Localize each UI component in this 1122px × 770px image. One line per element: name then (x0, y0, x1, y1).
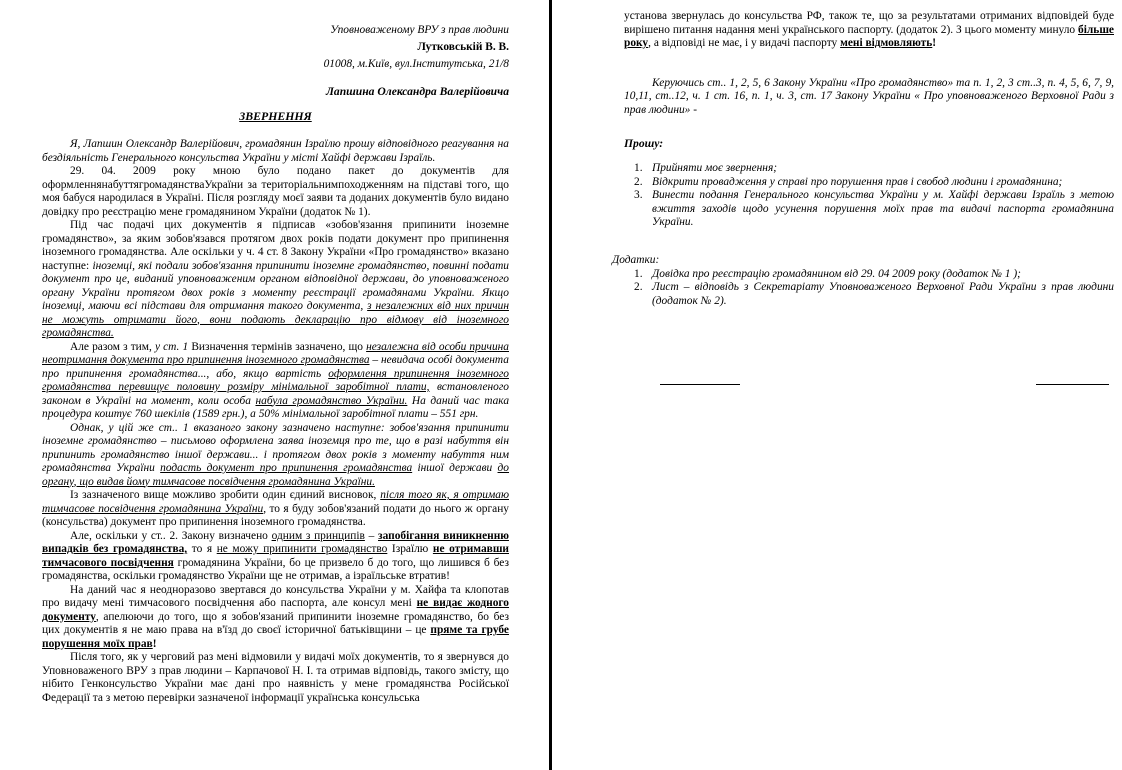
list-text: Прийняти моє звернення; (652, 162, 778, 174)
p8-bold-2: пряме та грубе порушення моїх прав (42, 624, 509, 650)
paragraph-3 (42, 219, 509, 341)
p3-quote-underlined: з незалежних від них причин не можуть отримати його, вони подають (42, 300, 509, 326)
p7-bold-2: не отримавши тимчасового посвідчення (42, 543, 509, 569)
p7-text-4: громадянина України, бо це призвело б до того, що лишився б без громадянства, оскільки громадянство України ще не отримав, а ізраїльське втратив! (42, 556, 509, 582)
list-item (624, 281, 1114, 308)
paragraph-6 (42, 489, 509, 530)
paragraph-7 (42, 530, 509, 584)
right-page (552, 0, 1122, 770)
date-line (660, 384, 740, 385)
document-title: ЗВЕРНЕННЯ (239, 109, 312, 123)
paragraph-1: Я, Лапшин Олександр Валерійович, громадянин Ізраїлю прошу відповідного реагування на бездіяльність Генерального консульства України у місті Хайфі держави Ізраїль. (42, 138, 509, 164)
p7-principle: одним з принципів (271, 529, 365, 542)
p7-text-3: Ізраїлю (387, 543, 433, 555)
p7-dash: – (364, 529, 379, 542)
p4-cost: На даний час така процедура коштує 760 шекілів (1589 грн.), а 50% мінімальної заробітної плати – 551 грн. (42, 394, 510, 420)
p4-quote-2: встановленого законом в Україні на момент, коли особа (42, 381, 509, 407)
list-item (624, 268, 1114, 282)
cont-exclaim: ! (932, 37, 937, 49)
list-number: 1. (634, 162, 643, 174)
p3-text: Під час подачі цих документів я підписав «зобов'язання припинити іноземне громадянство», за яким зобов'язався протягом двох років подати документ про припинення іноземного громадянства. Але оскільки у ч. 4 ст. 8 Закону України «Про громадянство» вказано наступне: (42, 219, 509, 272)
p4-quote: – невидача особі документа про припинення громадянства..., або, якщо вартість (42, 354, 509, 380)
p3-quote-end: декларацію про відмову від іноземного громадянства. (42, 313, 509, 339)
paragraph-8 (42, 584, 509, 652)
list-item (624, 162, 1114, 176)
sender-name: Лапшина Олександра Валерійовича (325, 85, 509, 98)
list-number: 3. (634, 189, 643, 201)
paragraph-continued (624, 10, 1114, 51)
request-title: Прошу: (624, 137, 664, 150)
paragraph-2: 29. 04. 2009 року мною було подано пакет до документів для оформленнянабуттягромадянстваУкраїни за територіальнимпоходженням на підставі того, що моя бабуся народилася в Україні. Після розгляду моєї заяви та доданих документів було видано довідку про реєстрацію мене громадянином України (додаток № 1). (42, 165, 509, 218)
p5-underlined-2: до органу, що видав йому тимчасове посвідчення громадянина України. (42, 462, 509, 488)
p8-text: На даний час я неодноразово звертався до консульства України у м. Хайфа та клопотав про видачу мені тимчасового посвідчення або паспорта, але консул мені (42, 583, 509, 609)
p7-bold: запобігання виникненню випадків без громадянства, (42, 529, 509, 555)
recipient-block (42, 22, 509, 73)
list-number: 2. (634, 281, 643, 293)
p6-underlined: після того як, я отримаю тимчасове посвідчення громадянина України (42, 489, 509, 515)
cont-bold-2: мені відмовляють (840, 37, 933, 49)
p4-text-2: Визначення термінів зазначено, що (188, 340, 367, 353)
recipient-name: Лутковській В. В. (417, 41, 509, 53)
p8-text-2: , апелюючи до того, що я зобов'язаний припинити іноземне громадянство, бо без цих документів я не маю права на в'їзд до своєї історичної батьківщини – це (42, 610, 509, 636)
left-page (0, 0, 549, 770)
attachments-list (624, 268, 1114, 309)
paragraph-4 (42, 341, 509, 422)
p6-text: Із зазначеного вище можливо зробити один єдиний висновок, (70, 489, 381, 501)
list-text: Лист – відповідь з Секретаріату Уповноваженого Верховної Ради України з прав людини (додаток № 2). (652, 281, 1114, 307)
list-number: 2. (634, 175, 643, 188)
recipient-address: 01008, м.Київ, вул.Інститутська, 21/8 (323, 58, 509, 70)
list-text: Довідка про реєстрацію громадянином від 29. 04 2009 року (додаток № 1 ); (652, 267, 1021, 280)
p4-article: у ст. 1 (154, 340, 189, 353)
p4-text: Але разом з тим, (70, 340, 155, 353)
list-item (624, 176, 1114, 190)
cont-bold: більше року (624, 23, 1114, 49)
attachments-title: Додатки: (612, 253, 660, 266)
request-list (624, 162, 1114, 230)
list-text: Винести подання Генерального консульства України у м. Хайфі держави Ізраїль з метою вжиття заходів щодо усунення порушення моїх прав та видачі паспорта громадянина України. (652, 189, 1114, 228)
left-page-content (0, 0, 549, 705)
p8-bold: не видає жодного документу (42, 597, 510, 623)
p5-text-2: іншої держави (412, 462, 498, 474)
list-number: 1. (634, 267, 643, 280)
cont-text-2: , а відповіді не має, і у видачі паспорту (648, 37, 841, 49)
list-text: Відкрити провадження у справі про порушення прав і свобод людини і громадянина; (652, 175, 1063, 188)
p7-text-2: то я (187, 543, 217, 555)
p5-text: Однак, у цій же ст.. 1 вказаного закону зазначено наступне: зобов'язання припинити іноземне громадянство – письмово оформлена заява іноземця про те, що в разі набуття він припинить громадянство іншої держави... і протягом двох років з моменту набуття ним громадянства України (42, 421, 509, 474)
p8-exclaim: ! (152, 637, 157, 650)
right-page-content (552, 0, 1122, 308)
p4-citizenship: набула громадянство України. (255, 394, 408, 407)
p6-text-2: , то я буду зобов'язаний подати до нього ж органу (консульства) документ про припинення іноземного громадянства. (42, 502, 509, 528)
paragraph-5 (42, 422, 509, 490)
paragraph-9: Після того, як у черговий раз мені відмовили у видачі моїх документів, то я звернувся до Уповноваженого ВРУ з прав людини – Карпачової Н. І. та отримав відповідь, такого змісту, що нібито Генконсульство України має дані про наявність у мене громадянства Російської Федерації та з метою перевірки зазначеної інформації українська консульська (42, 651, 509, 704)
p4-cost-clause: оформлення припинення іноземного громадянства перевищує половину розміру мінімальної заробітної плати, (42, 367, 509, 393)
list-item (624, 189, 1114, 230)
cont-text: установа звернулась до консульства РФ, також те, що за результатами отриманих відповідей буде вирішено питання надання мені українського паспорту. (додаток 2). З цього моменту минуло (624, 10, 1114, 36)
p3-quote: іноземці, які подали зобов'язання припинити іноземне громадянство, повинні подати документ про це, виданий уповноваженим органом відповідної держави, до уповноваженого органу України протягом двох років з моменту реєстрації громадянами України. Якщо іноземці, маючи всі підстави для отримання такого документа, (42, 259, 510, 312)
recipient-title: Уповноваженому ВРУ з прав людини (330, 24, 509, 36)
p5-underlined: подасть документ про припинення громадянства (160, 462, 413, 474)
p4-definition: незалежна від особи причина неотримання документа про припинення іноземного громадянства (42, 340, 509, 366)
signature-line (1036, 384, 1109, 385)
p7-text: Але, оскільки у ст.. 2. Закону визначено (70, 529, 272, 542)
p7-underlined: не можу припинити громадянство (216, 543, 388, 555)
legal-basis: Керуючись ст.. 1, 2, 5, 6 Закону України «Про громадянство» та п. 1, 2, 3 ст..3, п. 4, 5, 6, 7, 9, 10,11, ст..12, ч. 1 ст. 16, п. 1, ч. 3, ст. 17 Закону України « Про уповноваженого Верховної Ради з прав людини» - (624, 76, 1114, 116)
